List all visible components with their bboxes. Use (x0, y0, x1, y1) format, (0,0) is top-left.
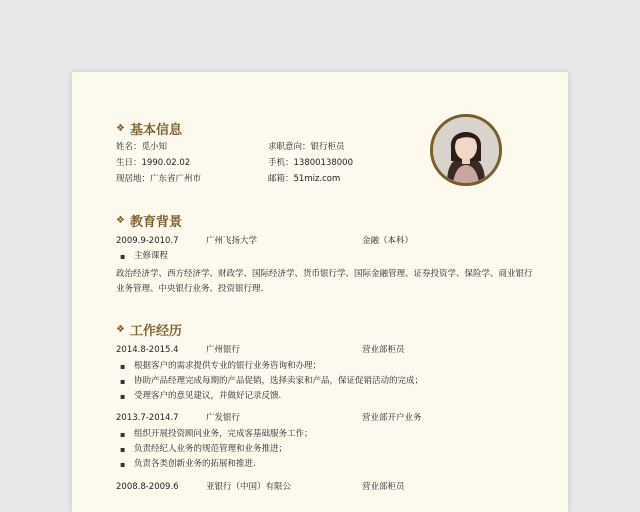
portrait-image (433, 117, 499, 183)
profile-photo (430, 114, 502, 186)
job-duty: ▪ 受理客户的意见建议，并做好记录反馈. (134, 391, 281, 402)
section-work-title (116, 320, 182, 339)
diamond-icon: ❖ (116, 123, 124, 134)
resume-page (72, 72, 568, 512)
name-field: 姓名：觅小知 (116, 142, 168, 152)
job-company: 广州银行 (206, 345, 241, 355)
email-field: 邮箱：51miz.com (268, 174, 341, 184)
job-duty: ▪ 协助产品经理完成每期的产品促销，选择卖家和产品，保证促销活动的完成； (134, 376, 423, 387)
edu-major: 金融（本科） (362, 236, 414, 246)
job-position: 营业部柜员 (362, 482, 405, 492)
education-title-text: 教育背景 (129, 215, 182, 230)
job-company: 亚银行（中国）有限公 (206, 482, 292, 492)
diamond-icon: ❖ (116, 324, 124, 335)
section-education-title (116, 211, 182, 230)
birthday-field: 生日：1990.02.02 (116, 158, 191, 168)
edu-courses-title: ▪ 主修课程 (134, 251, 168, 262)
section-basic-info-title (116, 119, 182, 138)
basic-title-text: 基本信息 (129, 123, 182, 138)
work-title-text: 工作经历 (129, 324, 182, 339)
phone-field: 手机：13800138000 (268, 158, 353, 168)
job-intent-field: 求职意向：银行柜员 (268, 142, 345, 152)
job-period: 2013.7-2014.7 (116, 413, 179, 423)
location-field: 现居地：广东省广州市 (116, 174, 202, 184)
job-duty: ▪ 组织开展投资顾问业务，完成客基础服务工作； (134, 429, 313, 440)
job-position: 营业部开户业务 (362, 413, 422, 423)
job-period: 2008.8-2009.6 (116, 482, 179, 492)
job-position: 营业部柜员 (362, 345, 405, 355)
job-duty: ▪ 根据客户的需求提供专业的银行业务咨询和办理； (134, 361, 321, 372)
job-period: 2014.8-2015.4 (116, 345, 179, 355)
edu-courses: 政治经济学、西方经济学、财政学、国际经济学、货币银行学、国际金融管理、证券投资学、保险学、商业银行业务管理、中央银行业务、投资银行理. (116, 269, 533, 294)
job-duty: ▪ 负责各类创新业务的拓展和推进. (134, 459, 256, 470)
job-duty: ▪ 负责经纪人业务的规范管理和业务推进； (134, 444, 287, 455)
diamond-icon: ❖ (116, 215, 124, 226)
edu-school: 广州飞扬大学 (206, 236, 258, 246)
edu-period: 2009.9-2010.7 (116, 236, 179, 246)
job-company: 广发银行 (206, 413, 241, 423)
